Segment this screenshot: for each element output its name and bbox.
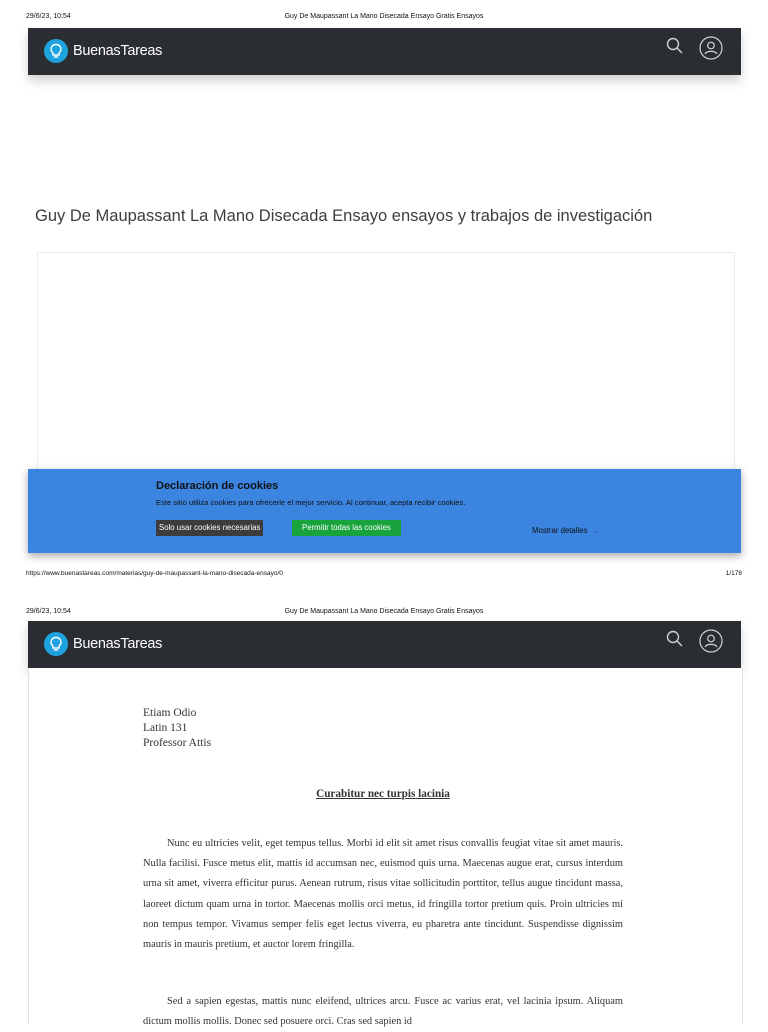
document-address bbox=[143, 706, 623, 751]
brand-name: BuenasTareas bbox=[73, 43, 163, 59]
user-icon[interactable] bbox=[699, 36, 723, 60]
print-title: Guy De Maupassant La Mano Disecada Ensayo Gratis Ensayos bbox=[284, 13, 484, 20]
print-page-number: 1/178 bbox=[725, 570, 742, 577]
brand-logo[interactable] bbox=[44, 632, 162, 656]
navbar bbox=[28, 621, 741, 668]
page-title: Guy De Maupassant La Mano Disecada Ensayo ensayos y trabajos de investigación bbox=[35, 207, 653, 225]
show-details-link[interactable] bbox=[532, 526, 598, 535]
navbar bbox=[28, 28, 741, 75]
chevron-down-icon: ⌄ bbox=[592, 527, 599, 535]
address-line: Professor Attis bbox=[143, 737, 212, 749]
results-card bbox=[37, 252, 735, 473]
cookie-text: Este sitio utiliza cookies para ofrecerle el mejor servicio. Al continuar, acepta recibir cookies. bbox=[156, 498, 466, 507]
necessary-cookies-button[interactable]: Solo usar cookies necesarias bbox=[156, 520, 263, 536]
allow-all-cookies-button[interactable]: Permitir todas las cookies bbox=[292, 520, 401, 536]
lightbulb-icon bbox=[44, 632, 68, 656]
print-header bbox=[0, 608, 768, 622]
document-paragraph: Sed a sapien egestas, mattis nunc eleifend, ultrices arcu. Fusce ac varius erat, vel lacinia ipsum. Aliquam dictum mollis mollis. Donec sed posuere orci. Cras sed sapien id bbox=[143, 996, 623, 1028]
print-date: 29/6/23, 10:54 bbox=[26, 13, 71, 20]
print-date: 29/6/23, 10:54 bbox=[26, 608, 71, 615]
document-preview bbox=[143, 706, 623, 1028]
search-icon[interactable] bbox=[665, 36, 685, 56]
print-title: Guy De Maupassant La Mano Disecada Ensayo Gratis Ensayos bbox=[284, 608, 484, 615]
brand-name: BuenasTareas bbox=[73, 636, 163, 652]
print-footer bbox=[0, 570, 768, 582]
address-line: Etiam Odio bbox=[143, 707, 197, 719]
search-icon[interactable] bbox=[665, 629, 685, 649]
show-details-label: Mostrar detalles bbox=[532, 526, 588, 535]
cookie-banner bbox=[28, 469, 741, 553]
document-title: Curabitur nec turpis lacinia bbox=[316, 788, 450, 800]
lightbulb-icon bbox=[44, 39, 68, 63]
address-line: Latin 131 bbox=[143, 722, 188, 734]
print-url: https://www.buenastareas.com/materias/guy-de-maupassant-la-mano-disecada-ensayo/0 bbox=[26, 570, 283, 577]
cookie-title: Declaración de cookies bbox=[156, 480, 279, 492]
document-paragraph: Nunc eu ultricies velit, eget tempus tellus. Morbi id elit sit amet risus convallis feugiat vitae sit amet mauris. Nulla facilisi. Fusce metus elit, mattis id accumsan nec, euismod quis urna. Maecenas augue erat, cursus interdum urna sit amet, viverra efficitur purus. Aenean rutrum, risus vitae sollicitudin porttitor, tellus augue tincidunt massa, laoreet dictum quam urna in tortor. Maecenas mollis orci metus, id fringilla tortor pretium quis. Proin ultricies mi non tempus tempor. Vivamus semper felis eget lectus viverra, eu pharetra ante tincidunt. Suspendisse dignissim mauris in mauris pretium, et auctor lorem fringilla. bbox=[143, 838, 623, 951]
brand-logo[interactable] bbox=[44, 39, 162, 63]
print-header bbox=[0, 13, 768, 27]
user-icon[interactable] bbox=[699, 629, 723, 653]
